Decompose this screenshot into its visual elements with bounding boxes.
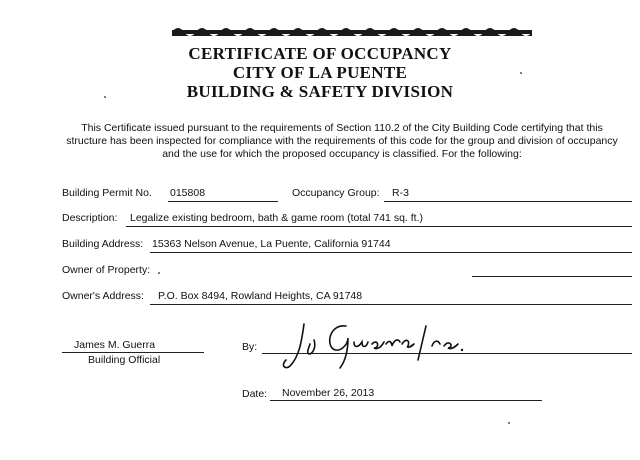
date-underline (270, 400, 542, 401)
certificate-title: CERTIFICATE OF OCCUPANCY (188, 44, 452, 63)
permit-underline (168, 201, 278, 202)
handwritten-signature (280, 316, 480, 372)
owner-label: Owner of Property: (62, 264, 151, 276)
city-name: CITY OF LA PUENTE (232, 63, 408, 82)
stray-mark (158, 272, 160, 274)
owner-address-label: Owner's Address: (62, 290, 144, 302)
building-address-value: 15363 Nelson Avenue, La Puente, California 91744 (152, 238, 391, 250)
occupancy-group-value: R-3 (392, 187, 409, 199)
permit-value: 015808 (170, 187, 206, 199)
decorative-border (168, 24, 536, 40)
official-name: James M. Guerra (74, 339, 156, 351)
description-underline (126, 226, 632, 227)
scan-speck (508, 422, 510, 424)
owner-underline (472, 276, 632, 277)
permit-label: Building Permit No. (62, 187, 152, 199)
building-address-underline (150, 252, 632, 253)
occupancy-group-label: Occupancy Group: (292, 187, 380, 199)
official-title: Building Official (88, 354, 161, 366)
scan-speck (520, 72, 522, 74)
description-value: Legalize existing bedroom, bath & game room (total 741 sq. ft.) (130, 212, 423, 224)
by-label: By: (242, 341, 258, 353)
scan-speck (104, 96, 106, 98)
owner-address-underline (150, 304, 632, 305)
intro-paragraph: This Certificate issued pursuant to the requirements of Section 110.2 of the City Building Code certifying that this structure has been inspected for compliance with the requirements of this code for the group and division of occupancy and the use for which the proposed occupancy is classified. For the following: (66, 122, 618, 160)
description-label: Description: (62, 212, 118, 224)
owner-address-value: P.O. Box 8494, Rowland Heights, CA 91748 (158, 290, 363, 302)
date-value: November 26, 2013 (282, 387, 375, 399)
official-name-underline (62, 352, 204, 353)
building-address-label: Building Address: (62, 238, 144, 250)
occupancy-group-underline (384, 201, 632, 202)
date-label: Date: (242, 388, 268, 400)
division-name: BUILDING & SAFETY DIVISION (186, 82, 454, 101)
